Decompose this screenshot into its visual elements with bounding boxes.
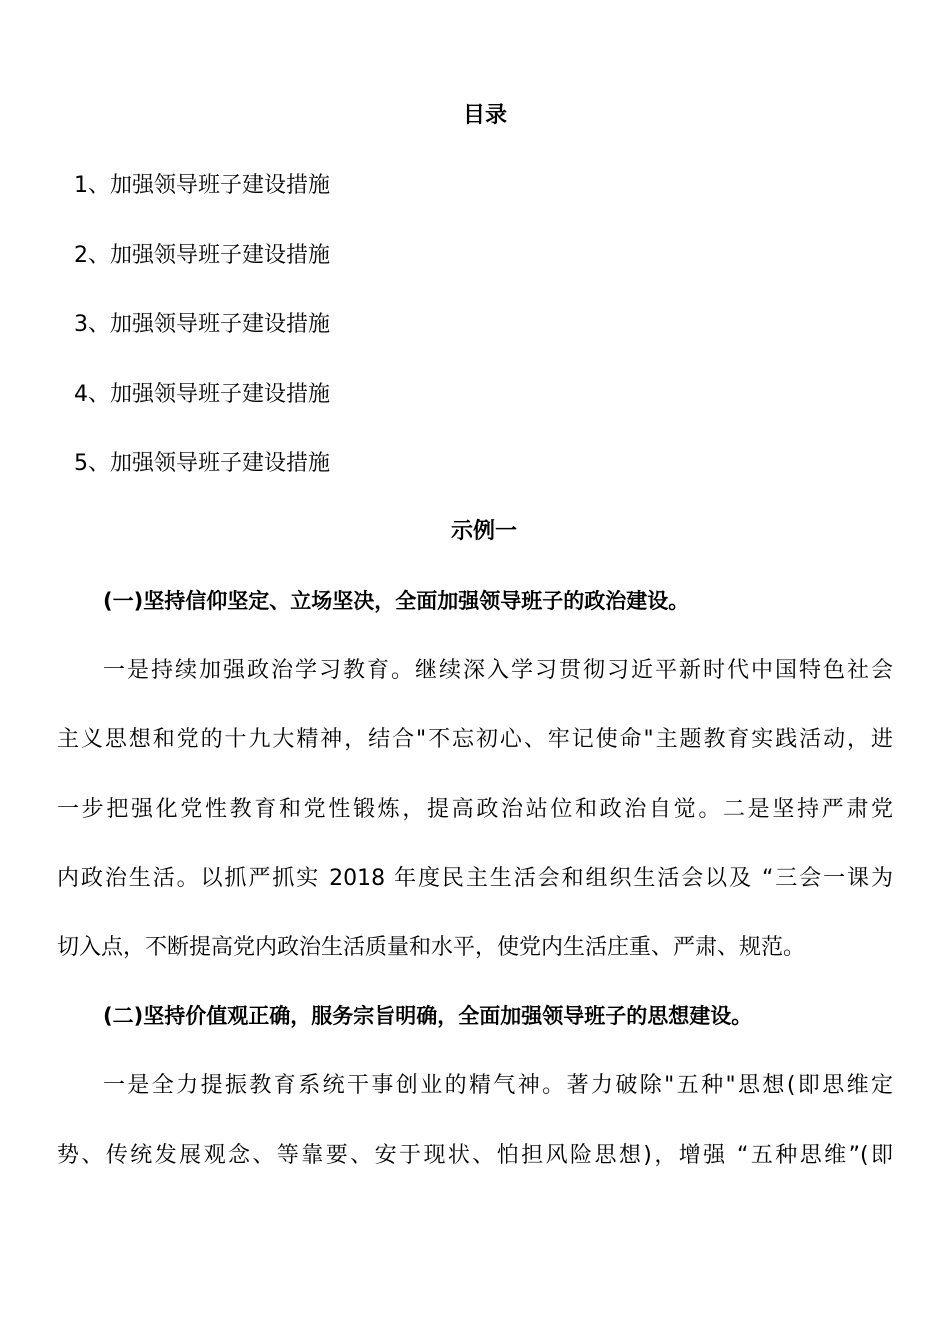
toc-title: 目录 xyxy=(462,103,507,128)
toc-item[interactable]: 3、加强领导班子建设措施 xyxy=(74,312,330,337)
section-heading-2: (二)坚持价值观正确，服务宗旨明确，全面加强领导班子的思想建设。 xyxy=(103,1004,753,1029)
toc-item[interactable]: 1、加强领导班子建设措施 xyxy=(74,173,330,198)
paragraph-line: 主义思想和党的十九大精神，结合"不忘初心、牢记使命"主题教育实践活动，进 xyxy=(57,727,893,753)
paragraph-line: 内政治生活。以抓严抓实 2018 年度民主生活会和组织生活会以及 “三会一课为 xyxy=(57,865,893,891)
example-body xyxy=(57,567,893,1190)
toc-list xyxy=(74,170,330,518)
example-title: 示例一 xyxy=(450,519,517,544)
paragraph-line: 一是持续加强政治学习教育。继续深入学习贯彻习近平新时代中国特色社会 xyxy=(103,658,893,683)
paragraph-line: 势、传统发展观念、等靠要、安于现状、怕担风险思想)，增强 “五种思维”(即 xyxy=(57,1142,893,1168)
section-paragraph-2 xyxy=(57,1051,893,1190)
toc-item[interactable]: 5、加强领导班子建设措施 xyxy=(74,451,330,476)
section-paragraph-1 xyxy=(57,636,893,982)
paragraph-line: 一步把强化党性教育和党性锻炼，提高政治站位和政治自觉。二是坚持严肃党 xyxy=(57,796,893,822)
paragraph-line: 切入点，不断提高党内政治生活质量和水平，使党内生活庄重、严肃、规范。 xyxy=(57,935,806,961)
toc-item[interactable]: 2、加强领导班子建设措施 xyxy=(74,242,330,268)
paragraph-line: 一是全力提振教育系统干事创业的精气神。著力破除"五种"思想(即思维定 xyxy=(103,1073,893,1099)
section-heading-1: (一)坚持信仰坚定、立场坚决，全面加强领导班子的政治建设。 xyxy=(103,589,690,613)
toc-item[interactable]: 4、加强领导班子建设措施 xyxy=(74,381,330,407)
